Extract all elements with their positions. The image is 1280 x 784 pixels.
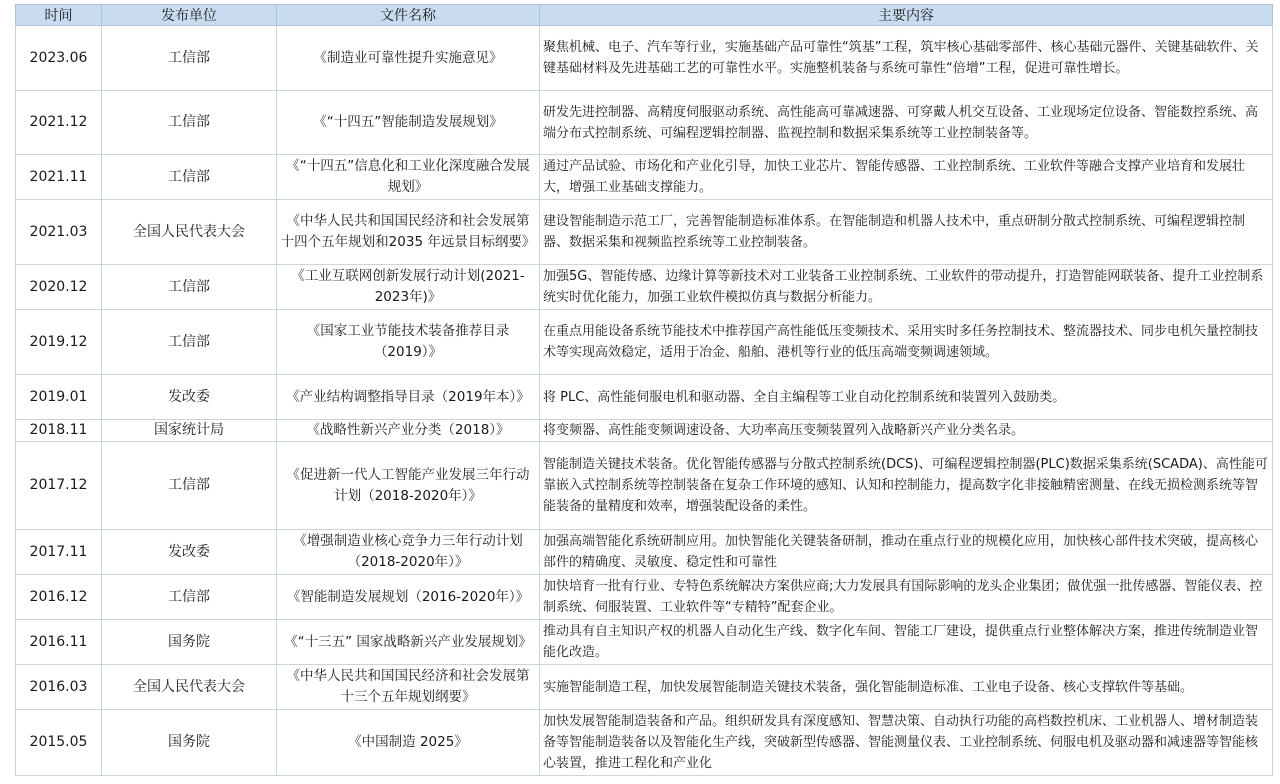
table-row bbox=[16, 442, 1273, 530]
row-name: 《“十四五”智能制造发展规划》 bbox=[277, 91, 540, 155]
row-date: 2019.01 bbox=[16, 375, 102, 420]
row-content: 加快发展智能制造装备和产品。组织研发具有深度感知、智慧决策、自动执行功能的高档数控机床、工业机器人、增材制造装备等智能制造装备以及智能化生产线，突破新型传感器、智能测量仪表、工业控制系统、伺服电机及驱动器和减速器等智能核心装置，推进工程化和产业化 bbox=[540, 710, 1273, 776]
table-row bbox=[16, 530, 1273, 575]
table-row bbox=[16, 575, 1273, 620]
row-name: 《促进新一代人工智能产业发展三年行动计划（2018-2020年）》 bbox=[277, 442, 540, 530]
row-unit: 工信部 bbox=[102, 26, 277, 91]
row-name: 《工业互联网创新发展行动计划(2021-2023年)》 bbox=[277, 265, 540, 310]
row-content: 通过产品试验、市场化和产业化引导，加快工业芯片、智能传感器、工业控制系统、工业软件等融合支撑产业培育和发展壮大，增强工业基础支撑能力。 bbox=[540, 155, 1273, 200]
row-unit: 工信部 bbox=[102, 155, 277, 200]
row-unit: 国务院 bbox=[102, 710, 277, 776]
header-unit: 发布单位 bbox=[102, 5, 277, 26]
row-unit: 工信部 bbox=[102, 575, 277, 620]
row-content: 在重点用能设备系统节能技术中推荐国产高性能低压变频技术、采用实时多任务控制技术、整流器技术、同步电机矢量控制技术等实现高效稳定，适用于冶金、船舶、港机等行业的低压高端变频调速领域。 bbox=[540, 310, 1273, 375]
header-name: 文件名称 bbox=[277, 5, 540, 26]
row-name: 《战略性新兴产业分类（2018）》 bbox=[277, 420, 540, 442]
row-unit: 国家统计局 bbox=[102, 420, 277, 442]
policy-table bbox=[15, 4, 1273, 776]
table-row bbox=[16, 310, 1273, 375]
row-date: 2017.11 bbox=[16, 530, 102, 575]
row-date: 2017.12 bbox=[16, 442, 102, 530]
row-unit: 全国人民代表大会 bbox=[102, 665, 277, 710]
row-date: 2015.05 bbox=[16, 710, 102, 776]
table-row bbox=[16, 420, 1273, 442]
row-date: 2018.11 bbox=[16, 420, 102, 442]
row-date: 2021.11 bbox=[16, 155, 102, 200]
table-row bbox=[16, 200, 1273, 265]
table-row bbox=[16, 155, 1273, 200]
row-content: 推动具有自主知识产权的机器人自动化生产线、数字化车间、智能工厂建设，提供重点行业整体解决方案，推进传统制造业智能化改造。 bbox=[540, 620, 1273, 665]
row-name: 《中国制造 2025》 bbox=[277, 710, 540, 776]
row-date: 2019.12 bbox=[16, 310, 102, 375]
row-date: 2021.12 bbox=[16, 91, 102, 155]
row-name: 《“十三五” 国家战略新兴产业发展规划》 bbox=[277, 620, 540, 665]
header-date: 时间 bbox=[16, 5, 102, 26]
table-row bbox=[16, 375, 1273, 420]
row-name: 《“十四五”信息化和工业化深度融合发展规划》 bbox=[277, 155, 540, 200]
row-unit: 工信部 bbox=[102, 265, 277, 310]
table-row bbox=[16, 91, 1273, 155]
table-row bbox=[16, 620, 1273, 665]
row-content: 智能制造关键技术装备。优化智能传感器与分散式控制系统(DCS)、可编程逻辑控制器(PLC)数据采集系统(SCADA)、高性能可靠嵌入式控制系统等控制装备在复杂工作环境的感知、认知和控制能力，提高数字化非接触精密测量、在线无损检测系统等智能装备的量精度和效率，增强装配设备的柔性。 bbox=[540, 442, 1273, 530]
row-date: 2016.03 bbox=[16, 665, 102, 710]
row-content: 聚焦机械、电子、汽车等行业，实施基础产品可靠性“筑基”工程，筑牢核心基础零部件、核心基础元器件、关键基础软件、关键基础材料及先进基础工艺的可靠性水平。实施整机装备与系统可靠性“倍增”工程，促进可靠性增长。 bbox=[540, 26, 1273, 91]
row-content: 将变频器、高性能变频调速设备、大功率高压变频装置列入战略新兴产业分类名录。 bbox=[540, 420, 1273, 442]
row-name: 《中华人民共和国国民经济和社会发展第十三个五年规划纲要》 bbox=[277, 665, 540, 710]
row-date: 2021.03 bbox=[16, 200, 102, 265]
row-content: 将 PLC、高性能伺服电机和驱动器、全自主编程等工业自动化控制系统和装置列入鼓励类。 bbox=[540, 375, 1273, 420]
row-date: 2023.06 bbox=[16, 26, 102, 91]
row-content: 研发先进控制器、高精度伺服驱动系统、高性能高可靠减速器、可穿戴人机交互设备、工业现场定位设备、智能数控系统、高端分布式控制系统、可编程逻辑控制器、监视控制和数据采集系统等工业控制装备等。 bbox=[540, 91, 1273, 155]
row-name: 《中华人民共和国国民经济和社会发展第十四个五年规划和2035 年远景目标纲要》 bbox=[277, 200, 540, 265]
row-content: 加快培育一批有行业、专特色系统解决方案供应商;大力发展具有国际影响的龙头企业集团；做优强一批传感器、智能仪表、控制系统、伺服装置、工业软件等“专精特”配套企业。 bbox=[540, 575, 1273, 620]
row-unit: 国务院 bbox=[102, 620, 277, 665]
row-unit: 工信部 bbox=[102, 442, 277, 530]
row-unit: 全国人民代表大会 bbox=[102, 200, 277, 265]
header-row bbox=[16, 5, 1273, 26]
row-unit: 工信部 bbox=[102, 310, 277, 375]
table-row bbox=[16, 710, 1273, 776]
table-row bbox=[16, 265, 1273, 310]
row-content: 实施智能制造工程，加快发展智能制造关键技术装备，强化智能制造标准、工业电子设备、核心支撑软件等基础。 bbox=[540, 665, 1273, 710]
row-unit: 发改委 bbox=[102, 530, 277, 575]
row-name: 《增强制造业核心竞争力三年行动计划（2018-2020年）》 bbox=[277, 530, 540, 575]
row-content: 建设智能制造示范工厂，完善智能制造标准体系。在智能制造和机器人技术中，重点研制分散式控制系统、可编程逻辑控制器、数据采集和视频监控系统等工业控制装备。 bbox=[540, 200, 1273, 265]
row-date: 2020.12 bbox=[16, 265, 102, 310]
row-name: 《产业结构调整指导目录（2019年本）》 bbox=[277, 375, 540, 420]
row-content: 加强高端智能化系统研制应用。加快智能化关键装备研制，推动在重点行业的规模化应用，加快核心部件技术突破，提高核心部件的精确度、灵敏度、稳定性和可靠性 bbox=[540, 530, 1273, 575]
row-name: 《制造业可靠性提升实施意见》 bbox=[277, 26, 540, 91]
row-date: 2016.11 bbox=[16, 620, 102, 665]
table-row bbox=[16, 665, 1273, 710]
row-unit: 工信部 bbox=[102, 91, 277, 155]
row-content: 加强5G、智能传感、边缘计算等新技术对工业装备工业控制系统、工业软件的带动提升，打造智能网联装备、提升工业控制系统实时优化能力，加强工业软件模拟仿真与数据分析能力。 bbox=[540, 265, 1273, 310]
row-date: 2016.12 bbox=[16, 575, 102, 620]
row-unit: 发改委 bbox=[102, 375, 277, 420]
row-name: 《国家工业节能技术装备推荐目录（2019）》 bbox=[277, 310, 540, 375]
row-name: 《智能制造发展规划（2016-2020年）》 bbox=[277, 575, 540, 620]
header-content: 主要内容 bbox=[540, 5, 1273, 26]
table-row bbox=[16, 26, 1273, 91]
